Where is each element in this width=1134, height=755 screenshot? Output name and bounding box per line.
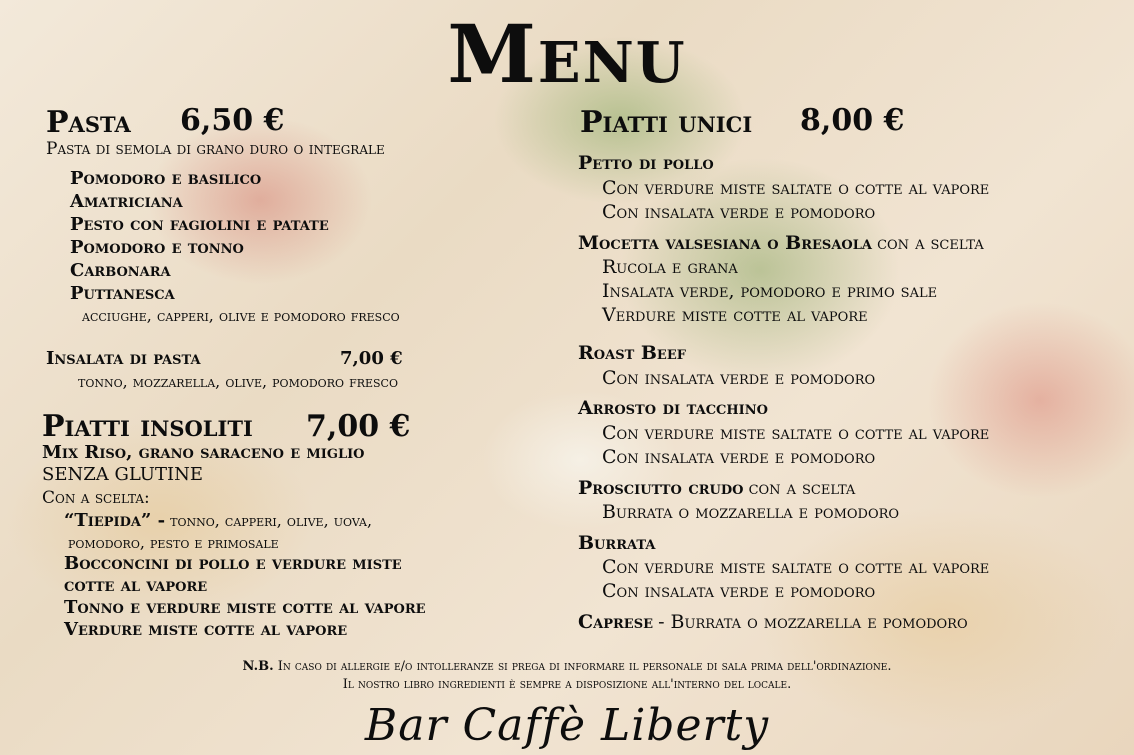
burrata-option: Con verdure miste saltate o cotte al vapore: [602, 556, 990, 578]
unici-heading: Piatti unici: [580, 105, 753, 140]
note-label: N.B.: [242, 659, 274, 674]
prosciutto-row: [578, 476, 855, 501]
menu-title: Menu: [447, 7, 687, 101]
pasta-item: Pesto con fagiolini e patate: [70, 214, 329, 235]
bocconcini-item: Bocconcini di pollo e verdure miste: [64, 553, 402, 574]
pasta-subtitle: Pasta di semola di grano duro o integrale: [46, 139, 385, 159]
tiepida-label: “Tiepida” -: [64, 510, 166, 531]
caprese-row: [578, 610, 968, 635]
tiepida-row: [64, 510, 372, 532]
burrata-option: Con insalata verde e pomodoro: [602, 580, 876, 602]
prosciutto-suffix: con a scelta: [748, 477, 856, 499]
insoliti-base: Mix Riso, grano saraceno e miglio: [42, 442, 365, 463]
bar-name-footer: Bar Caffè Liberty: [364, 700, 770, 751]
arrosto-option: Con verdure miste saltate o cotte al vapore: [602, 422, 990, 444]
arrosto-option: Con insalata verde e pomodoro: [602, 446, 876, 468]
unici-price: 8,00 €: [800, 103, 905, 138]
mocetta-row: [578, 231, 984, 256]
insalata-price: 7,00 €: [340, 348, 403, 369]
petto-option: Con verdure miste saltate o cotte al vapore: [602, 177, 990, 199]
tiepida-description: tonno, capperi, olive, uova,: [170, 511, 373, 530]
petto-name: Petto di pollo: [578, 152, 714, 174]
mocetta-suffix: con a scelta: [877, 232, 984, 254]
insoliti-price: 7,00 €: [306, 409, 411, 444]
note-line-1: In caso di allergie e/o intolleranze si prega di informare il personale di sala prima dell'ordinazione.: [277, 659, 892, 674]
roast-option: Con insalata verde e pomodoro: [602, 367, 876, 389]
pasta-price: 6,50 €: [180, 103, 285, 138]
insalata-label: Insalata di pasta: [46, 348, 201, 369]
tonno-item: Tonno e verdure miste cotte al vapore: [64, 597, 426, 618]
pasta-item: Pomodoro e tonno: [70, 237, 244, 258]
roast-name: Roast Beef: [578, 342, 686, 364]
insalata-description: tonno, mozzarella, olive, pomodoro fresco: [78, 372, 398, 391]
caprese-description: - Burrata o mozzarella e pomodoro: [658, 611, 968, 633]
gluten-free-label: SENZA GLUTINE: [42, 464, 203, 485]
petto-option: Con insalata verde e pomodoro: [602, 201, 876, 223]
allergy-note: [0, 658, 1134, 675]
caprese-name: Caprese: [578, 611, 653, 633]
prosciutto-name: Prosciutto crudo: [578, 477, 744, 499]
arrosto-name: Arrosto di tacchino: [578, 397, 768, 419]
pasta-item: Carbonara: [70, 260, 171, 281]
mocetta-option: Insalata verde, pomodoro e primo sale: [602, 280, 938, 302]
insoliti-heading: Piatti insoliti: [42, 409, 253, 444]
pasta-item: Puttanesca: [70, 283, 175, 304]
tiepida-description-2: pomodoro, pesto e primosale: [68, 533, 279, 552]
insoliti-choice: Con a scelta:: [42, 488, 150, 508]
prosciutto-option: Burrata o mozzarella e pomodoro: [602, 501, 900, 523]
bocconcini-item-2: cotte al vapore: [64, 575, 208, 596]
pasta-item: Pomodoro e basilico: [70, 168, 262, 189]
pasta-item: Amatriciana: [70, 191, 183, 212]
burrata-name: Burrata: [578, 532, 656, 554]
mocetta-option: Rucola e grana: [602, 256, 738, 278]
mocetta-option: Verdure miste cotte al vapore: [602, 304, 868, 326]
note-line-2: Il nostro libro ingredienti è sempre a disposizione all'interno del locale.: [342, 677, 792, 692]
mocetta-name: Mocetta valsesiana o Bresaola: [578, 232, 872, 254]
puttanesca-description: acciughe, capperi, olive e pomodoro fresco: [82, 306, 400, 325]
pasta-heading: Pasta: [46, 105, 131, 140]
verdure-item: Verdure miste cotte al vapore: [64, 619, 348, 640]
